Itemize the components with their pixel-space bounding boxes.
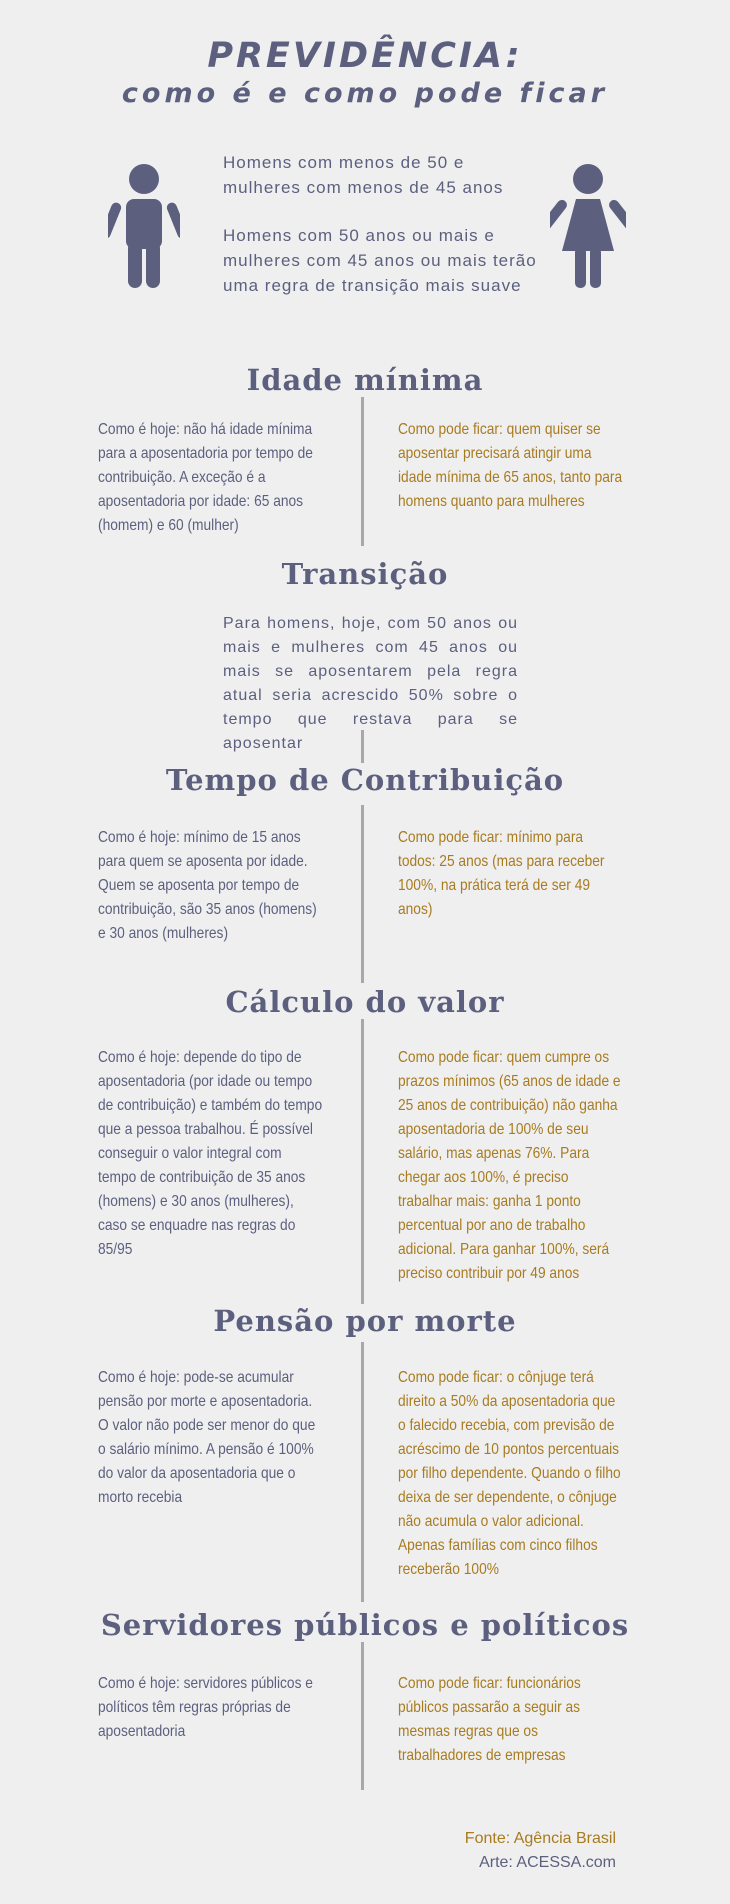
man-icon (108, 163, 180, 289)
section-heading-transicao: Transição (0, 556, 730, 592)
divider-line (361, 805, 364, 983)
section-heading-pensao-morte: Pensão por morte (0, 1303, 730, 1339)
tempo-contribuicao-current: Como é hoje: mínimo de 15 anos para quem se aposenta por idade. Quem se aposenta por tempo de contribuição, são 35 anos (homens) e 30 anos (mulheres) (98, 829, 317, 942)
woman-icon (550, 163, 626, 289)
intro-transition-group: Homens com 50 anos ou mais e mulheres com 45 anos ou mais terão uma regra de transição mais suave (223, 226, 537, 295)
pensao-morte-proposed: Como pode ficar: o cônjuge terá direito a 50% da aposentadoria que o falecido recebia, com previsão de acréscimo de 10 pontos percentuais por filho dependente. Quando o filho deixa de ser dependente, o cônjuge não acumula o valor adicional. Apenas famílias com cinco filhos receberão 100% (398, 1369, 621, 1578)
section-heading-servidores: Servidores públicos e políticos (0, 1607, 730, 1643)
section-heading-tempo-contribuicao: Tempo de Contribuição (0, 762, 730, 798)
divider-line (361, 1640, 364, 1790)
section-heading-calculo-valor: Cálculo do valor (0, 984, 730, 1020)
servidores-proposed: Como pode ficar: funcionários públicos passarão a seguir as mesmas regras que os trabalhadores de empresas (398, 1675, 581, 1764)
idade-minima-current: Como é hoje: não há idade mínima para a aposentadoria por tempo de contribuição. A exceção é a aposentadoria por idade: 65 anos (homem) e 60 (mulher) (98, 421, 313, 534)
transicao-text: Para homens, hoje, com 50 anos ou mais e mulheres com 45 anos ou mais se aposentarem pela regra atual seria acrescido 50% sobre o tempo que restava para se aposentar (223, 615, 518, 752)
intro-under-threshold: Homens com menos de 50 e mulheres com menos de 45 anos (223, 153, 504, 197)
calculo-valor-current: Como é hoje: depende do tipo de aposentadoria (por idade ou tempo de contribuição) e também do tempo que a pessoa trabalhou. É possível conseguir o valor integral com tempo de contribuição de 35 anos (homens) e 30 anos (mulheres), caso se enquadre nas regras do 85/95 (98, 1049, 323, 1258)
calculo-valor-proposed: Como pode ficar: quem cumpre os prazos mínimos (65 anos de idade e 25 anos de contribuição) não ganha aposentadoria de 100% de seu salário, mas apenas 76%. Para chegar aos 100%, é preciso trabalhar mais: ganha 1 ponto percentual por ano de trabalho adicional. Para ganhar 100%, será preciso contribuir por 49 anos (398, 1049, 621, 1282)
page-title: PREVIDÊNCIA: (207, 36, 523, 76)
divider-line (361, 388, 364, 546)
page-subtitle: como é e como pode ficar (121, 78, 609, 109)
servidores-current: Como é hoje: servidores públicos e políticos têm regras próprias de aposentadoria (98, 1675, 313, 1740)
source-credit: Fonte: Agência Brasil (464, 1830, 616, 1847)
tempo-contribuicao-proposed: Como pode ficar: mínimo para todos: 25 anos (mas para receber 100%, na prática terá de ser 49 anos) (398, 829, 605, 918)
divider-line (361, 1342, 364, 1602)
art-credit: Arte: ACESSA.com (479, 1854, 616, 1871)
idade-minima-proposed: Como pode ficar: quem quiser se aposentar precisará atingir uma idade mínima de 65 anos, tanto para homens quanto para mulheres (398, 421, 623, 510)
section-heading-idade-minima: Idade mínima (0, 362, 730, 398)
divider-line (361, 1018, 364, 1312)
pensao-morte-current: Como é hoje: pode-se acumular pensão por morte e aposentadoria. O valor não pode ser menor do que o salário mínimo. A pensão é 100% do valor da aposentadoria que o morto recebia (98, 1369, 316, 1506)
